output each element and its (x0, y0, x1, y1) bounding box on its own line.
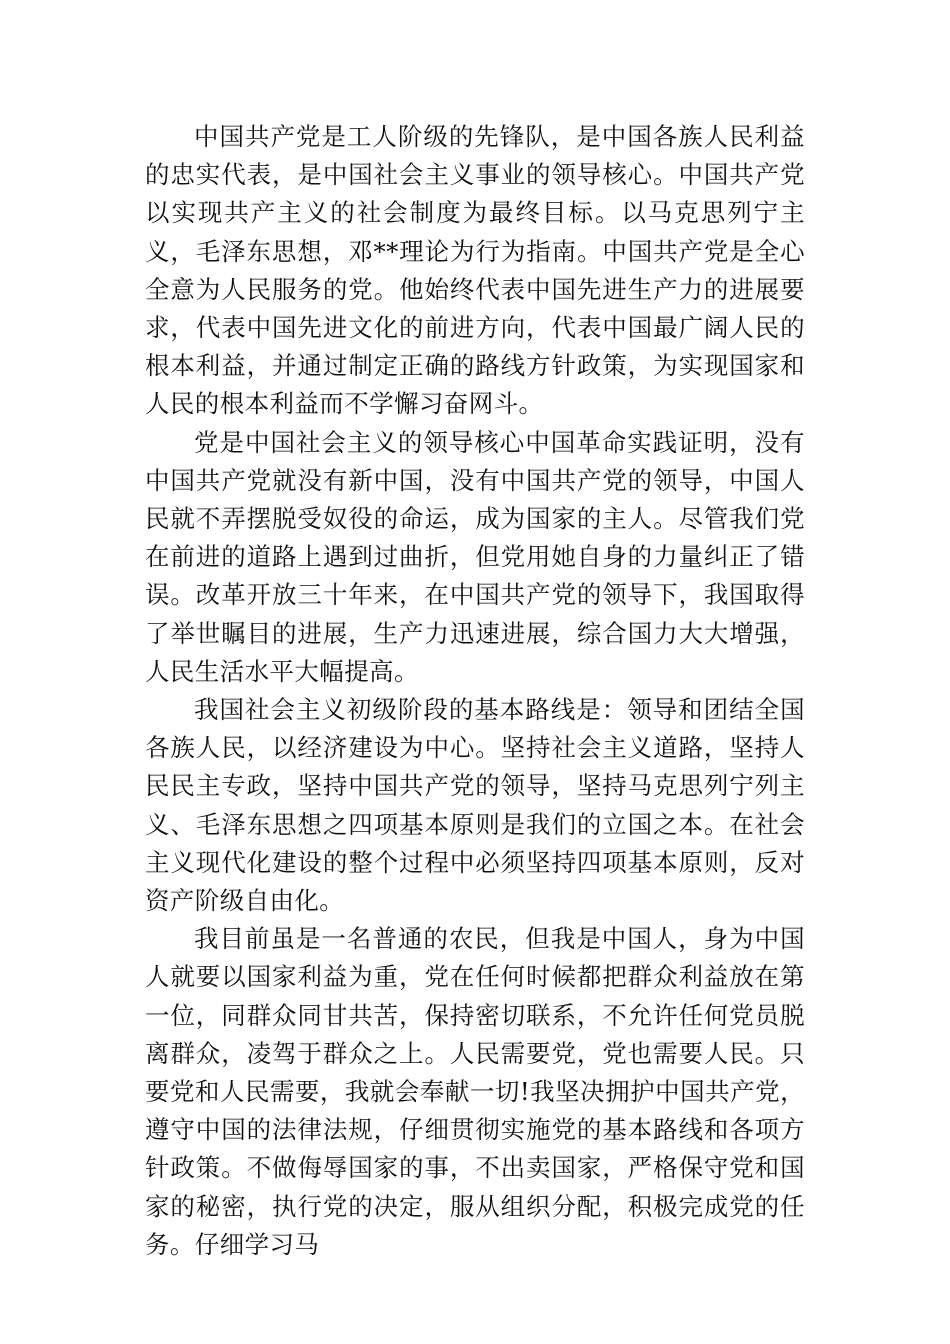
paragraph-3: 我国社会主义初级阶段的基本路线是：领导和团结全国各族人民，以经济建设为中心。坚持社会主义道路，坚持人民民主专政，坚持中国共产党的领导，坚持马克思列宁列主义、毛泽东思想之四项基本原则是我们的立国之本。在社会主义现代化建设的整个过程中必须坚持四项基本原则，反对资产阶级自由化。 (145, 695, 805, 916)
paragraph-1: 中国共产党是工人阶级的先锋队，是中国各族人民利益的忠实代表，是中国社会主义事业的领导核心。中国共产党以实现共产主义的社会制度为最终目标。以马克思列宁主义，毛泽东思想，邓**理论为行为指南。中国共产党是全心全意为人民服务的党。他始终代表中国先进生产力的进展要求，代表中国先进文化的前进方向，代表中国最广阔人民的根本利益，并通过制定正确的路线方针政策，为实现国家和人民的根本利益而不学懈习奋网斗。 (145, 122, 805, 419)
paragraph-4: 我目前虽是一名普通的农民，但我是中国人，身为中国人就要以国家利益为重，党在任何时候都把群众利益放在第一位，同群众同甘共苦，保持密切联系，不允许任何党员脱离群众，凌驾于群众之上。人民需要党，党也需要人民。只要党和人民需要，我就会奉献一切!我坚决拥护中国共产党，遵守中国的法律法规，仔细贯彻实施党的基本路线和各项方针政策。不做侮辱国家的事，不出卖国家，严格保守党和国家的秘密，执行党的决定，服从组织分配，积极完成党的任务。仔细学习马 (145, 924, 805, 1259)
paragraph-2: 党是中国社会主义的领导核心中国革命实践证明，没有中国共产党就没有新中国，没有中国共产党的领导，中国人民就不弄摆脱受奴役的命运，成为国家的主人。尽管我们党在前进的道路上遇到过曲折，但党用她自身的力量纠正了错误。改革开放三十年来，在中国共产党的领导下，我国取得了举世瞩目的进展，生产力迅速进展，综合国力大大增强，人民生活水平大幅提高。 (145, 427, 805, 686)
document-body (145, 118, 805, 1264)
